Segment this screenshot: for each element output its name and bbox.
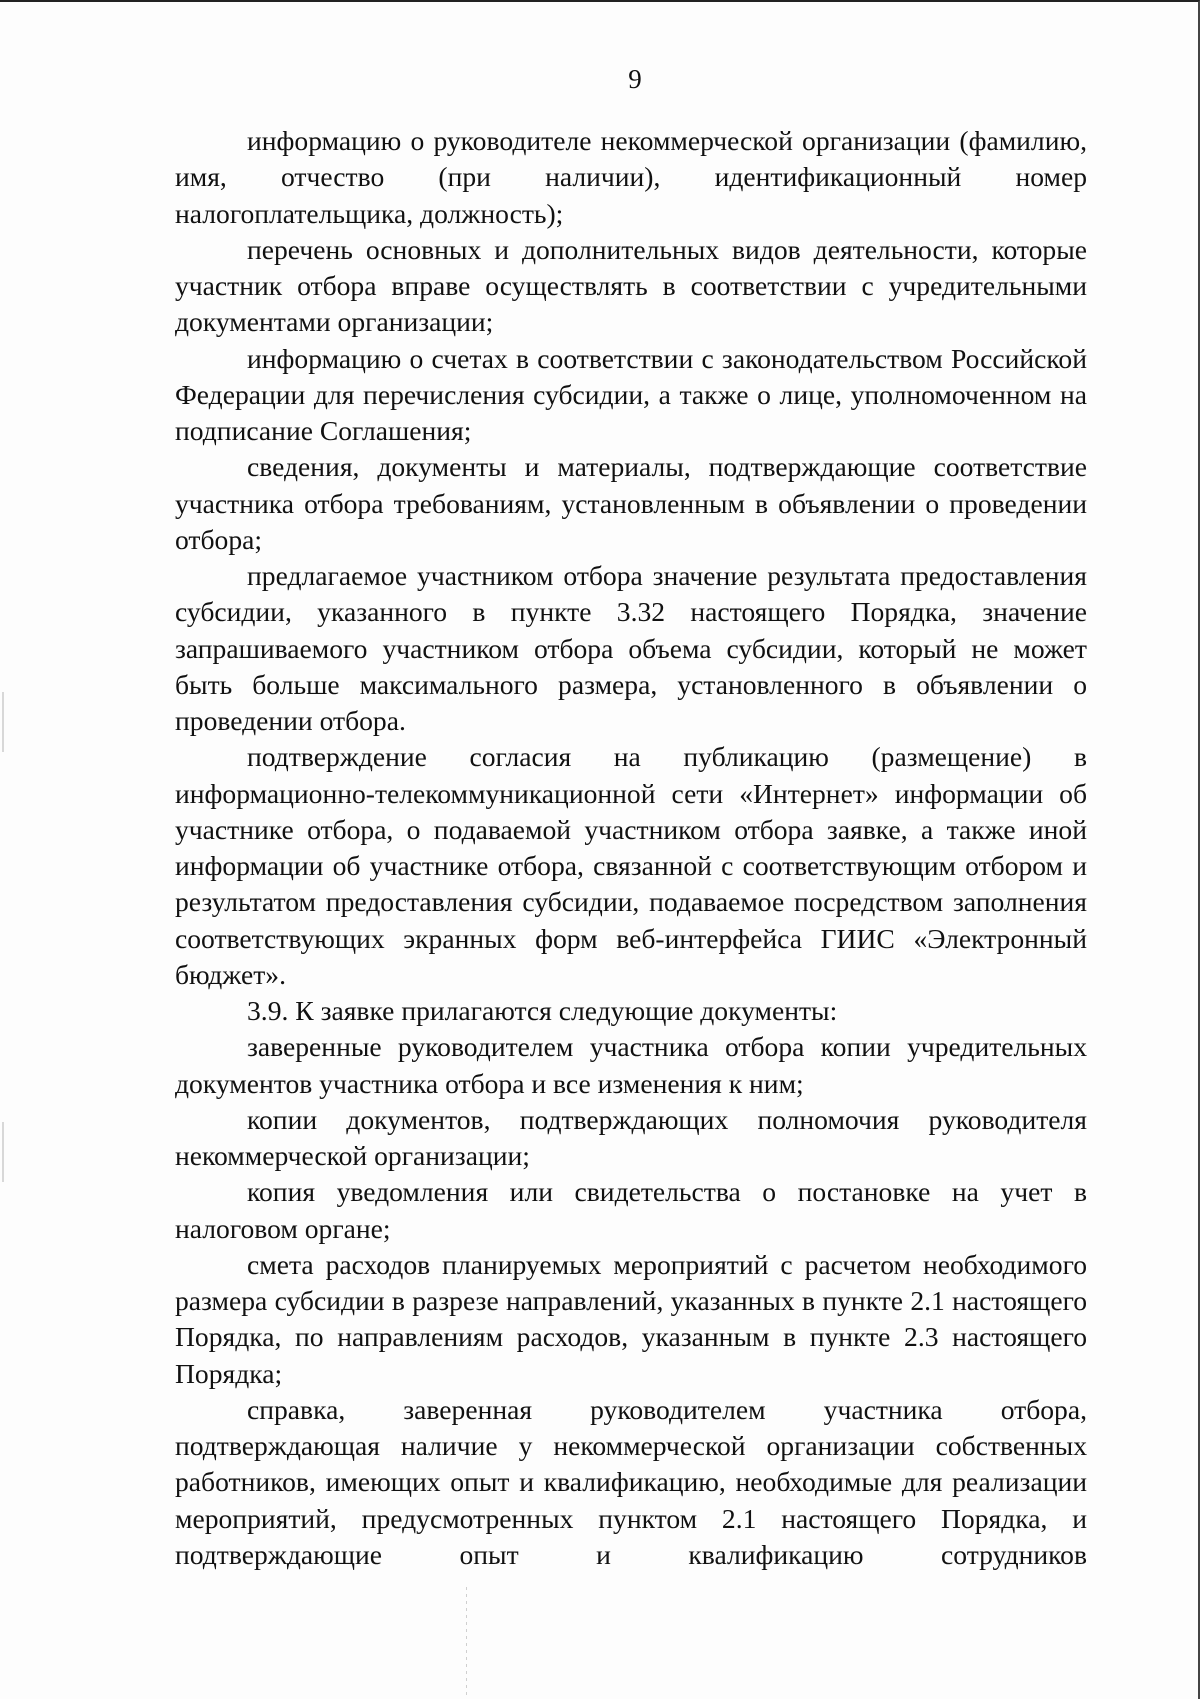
paragraph-compliance-documents: сведения, документы и материалы, подтверждающие соответствие участника отбора требованиям, установленным в объявлении о проведении отбора; [175,451,1087,555]
paragraph-head-info: информацию о руководителе некоммерческой организации (фамилию, имя, отчество (при наличии), идентификационный номер налогоплательщика, должность); [175,125,1087,229]
scan-margin-mark [2,692,4,752]
scan-fold-line [466,1587,467,1697]
paragraph-authority-documents: копии документов, подтверждающих полномочия руководителя некоммерческой организации; [175,1103,1087,1171]
scan-margin-mark [2,1122,4,1182]
document-body [175,123,1087,1573]
paragraph-proposed-result: предлагаемое участником отбора значение результата предоставления субсидии, указанного в пункте 3.32 настоящего Порядка, значение запрашиваемого участником отбора объема субсидии, который не может быть больше максимального размера, установленного в объявлении о проведении отбора. [175,560,1087,736]
paragraph-cost-estimate: смета расходов планируемых мероприятий с расчетом необходимого размера субсидии в разрезе направлений, указанных в пункте 2.1 настоящего Порядка, по направлениям расходов, указанным в пункте 2.3 настоящего Порядка; [175,1248,1087,1389]
paragraph-founding-documents: заверенные руководителем участника отбора копии учредительных документов участника отбора и все изменения к ним; [175,1031,1087,1099]
paragraph-accounts-info: информацию о счетах в соответствии с законодательством Российской Федерации для перечисления субсидии, а также о лице, уполномоченном на подписание Соглашения; [175,342,1087,446]
paragraph-publication-consent: подтверждение согласия на публикацию (размещение) в информационно-телекоммуникационной сети «Интернет» информации об участнике отбора, о подаваемой участником отбора заявке, а также иной информации об участнике отбора, связанной с соответствующим отбором и результатом предоставления субсидии, подаваемое посредством заполнения соответствующих экранных форм веб-интерфейса ГИИС «Электронный бюджет». [175,741,1087,990]
paragraph-activities-list: перечень основных и дополнительных видов деятельности, которые участник отбора вправе осуществлять в соответствии с учредительными документами организации; [175,233,1087,338]
paragraph-section-3-9: 3.9. К заявке прилагаются следующие документы: [247,995,838,1026]
paragraph-tax-registration: копия уведомления или свидетельства о постановке на учет в налоговом органе; [175,1176,1087,1244]
page-number: 9 [628,64,642,94]
paragraph-staff-certificate: справка, заверенная руководителем участника отбора, подтверждающая наличие у некоммерческой организации собственных работников, имеющих опыт и квалификацию, необходимые для реализации мероприятий, предусмотренных пунктом 2.1 настоящего Порядка, и подтверждающие опыт и квалификацию сотрудников [175,1393,1087,1570]
